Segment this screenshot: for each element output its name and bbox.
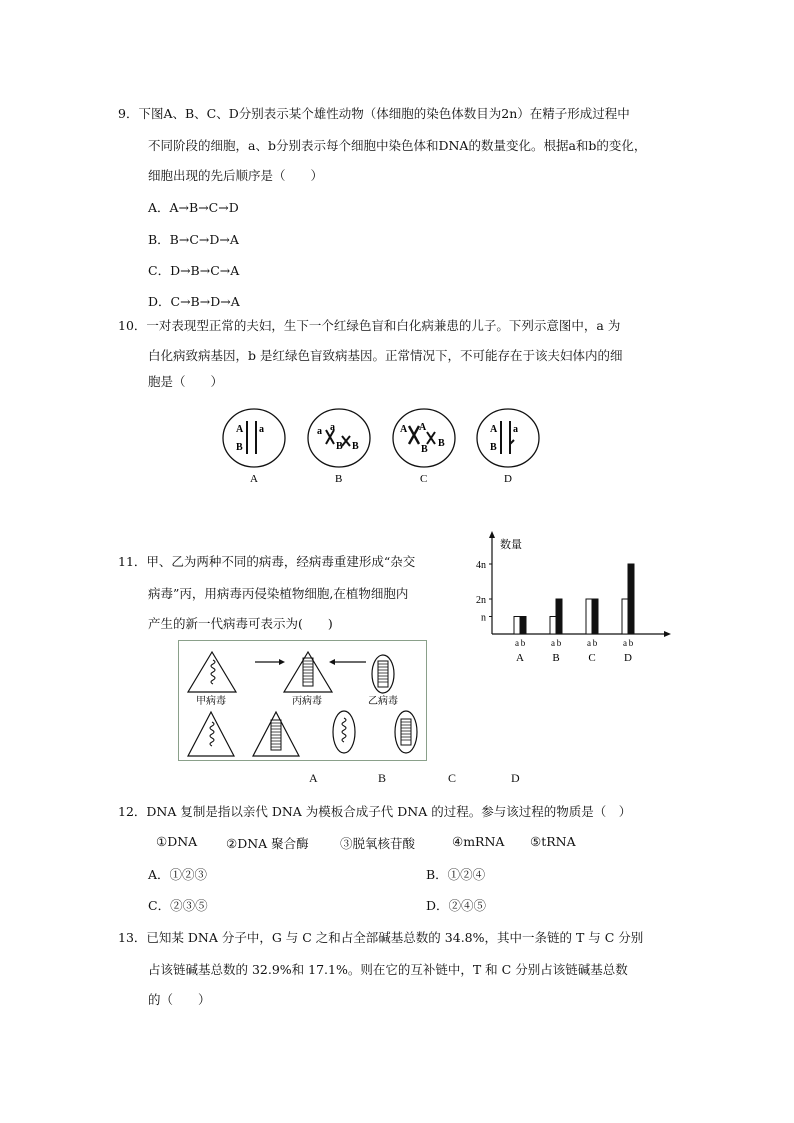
chart-series-label: b [520, 638, 526, 648]
bar-B-b [556, 599, 562, 634]
chart-labels [476, 537, 634, 664]
bar-C-a [586, 599, 592, 634]
q10-c-gene-3: B [421, 444, 428, 455]
q12-item-1: ①DNA [156, 834, 198, 849]
bar-B-a [550, 617, 556, 635]
bar-C-b [592, 599, 598, 634]
q10-stem-line1: 10．一对表现型正常的夫妇，生下一个红绿色盲和白化病兼患的儿子。下列示意图中，a 为 [118, 318, 621, 333]
q10-cell-d-label: D [504, 473, 512, 485]
q9-option-b: B．B→C→D→A [148, 232, 239, 247]
q10-cell-a [223, 409, 285, 485]
q10-d-gene-2: a [513, 424, 518, 435]
q9-stem-line1: 9．下图A、B、C、D分别表示某个雄性动物（体细胞的染色体数目为2n）在精子形成过程中 [118, 106, 630, 121]
chart-ytick-label: 4n [476, 560, 486, 571]
chart-series-label: a [587, 638, 591, 648]
q10-a-gene-2: a [259, 424, 264, 435]
chart-bars [514, 564, 634, 634]
q10-cell-d [477, 409, 539, 485]
virus-yi-label: 乙病毒 [368, 696, 398, 707]
virus-jia-label: 甲病毒 [196, 696, 226, 707]
chart-ylabel: 数量 [500, 538, 522, 551]
q10-stem-line2: 白化病致病基因，b 是红绿色盲致病基因。正常情况下，不可能存在于该夫妇体内的细 [148, 348, 623, 363]
q11-virus-diagram [178, 640, 428, 762]
q10-b-gene-2: a [330, 422, 335, 433]
q12-stem: 12．DNA 复制是指以亲代 DNA 为模板合成子代 DNA 的过程。参与该过程的物质是（ ） [118, 804, 632, 819]
q9-stem-line3: 细胞出现的先后顺序是（ ） [148, 168, 324, 183]
q9-bar-chart [458, 530, 683, 670]
q10-c-gene-4: B [438, 438, 445, 449]
q12-option-a: A．①②③ [148, 867, 208, 882]
q11-stem-line3: 产生的新一代病毒可表示为( ) [148, 616, 333, 631]
q10-c-gene-2: A [419, 422, 427, 433]
q10-d-gene-3: B [490, 442, 497, 453]
q12-option-c: C．②③⑤ [148, 898, 208, 913]
chart-category-label: D [624, 652, 632, 664]
chart-category-label: C [588, 652, 596, 664]
chart-ytick-label: 2n [476, 595, 486, 606]
q12-item-5: ⑤tRNA [530, 834, 576, 849]
q10-cell-a-label: A [250, 473, 258, 485]
bar-A-a [514, 617, 520, 635]
q10-cell-b [308, 409, 370, 485]
q10-b-gene-4: B [352, 441, 359, 452]
chart-series-label: b [556, 638, 562, 648]
chart-category-label: A [516, 652, 524, 664]
virus-bing-label: 丙病毒 [292, 696, 322, 707]
q10-d-gene-1: A [490, 424, 498, 435]
q12-option-d: D．②④⑤ [426, 898, 487, 913]
q9-option-d: D．C→B→D→A [148, 294, 240, 309]
chart-series-label: b [592, 638, 598, 648]
q10-a-gene-3: B [236, 442, 243, 453]
q11-stem-line1: 11．甲、乙为两种不同的病毒，经病毒重建形成“杂交 [118, 554, 416, 569]
q10-b-gene-1: a [317, 426, 322, 437]
chart-series-label: a [515, 638, 519, 648]
q11-answer-c: C [448, 771, 457, 785]
q10-cell-diagrams [214, 402, 554, 492]
chart-series-label: a [551, 638, 555, 648]
q11-answer-a: A [309, 771, 318, 785]
bar-A-b [520, 617, 526, 635]
q12-item-4: ④mRNA [452, 834, 505, 849]
q11-stem-line2: 病毒”丙，用病毒丙侵染植物细胞,在植物细胞内 [148, 586, 409, 601]
q10-stem-line3: 胞是（ ） [148, 374, 224, 389]
chart-category-label: B [552, 652, 560, 664]
bar-D-b [628, 564, 634, 634]
q12-item-2: ②DNA 聚合酶 [226, 836, 309, 851]
q13-stem-line2: 占该链碱基总数的 32.9%和 17.1%。则在它的互补链中，T 和 C 分别占该链碱基总数 [148, 962, 628, 977]
q12-option-b: B．①②④ [426, 867, 486, 882]
bar-D-a [622, 599, 628, 634]
chart-series-label: a [623, 638, 627, 648]
q10-cell-b-label: B [335, 473, 343, 485]
q10-b-gene-3: B [336, 441, 343, 452]
q9-option-c: C．D→B→C→A [148, 263, 240, 278]
q12-item-3: ③脱氧核苷酸 [340, 836, 416, 851]
q11-answer-d: D [511, 771, 520, 785]
q11-answer-b: B [378, 771, 387, 785]
chart-ytick-label: n [481, 612, 486, 624]
q10-c-gene-1: A [400, 424, 408, 435]
q13-stem-line1: 13．已知某 DNA 分子中，G 与 C 之和占全部碱基总数的 34.8%，其中一条链的 T 与 C 分别 [118, 930, 644, 945]
q10-a-gene-1: A [236, 424, 244, 435]
chart-series-label: b [628, 638, 634, 648]
q10-cell-c-label: C [420, 473, 428, 485]
q9-option-a: A．A→B→C→D [148, 200, 239, 215]
q9-stem-line2: 不同阶段的细胞，a、b分别表示每个细胞中染色体和DNA的数量变化。根据a和b的变化， [148, 138, 647, 153]
q13-stem-line3: 的（ ） [148, 992, 211, 1007]
q10-cell-c [393, 409, 455, 485]
